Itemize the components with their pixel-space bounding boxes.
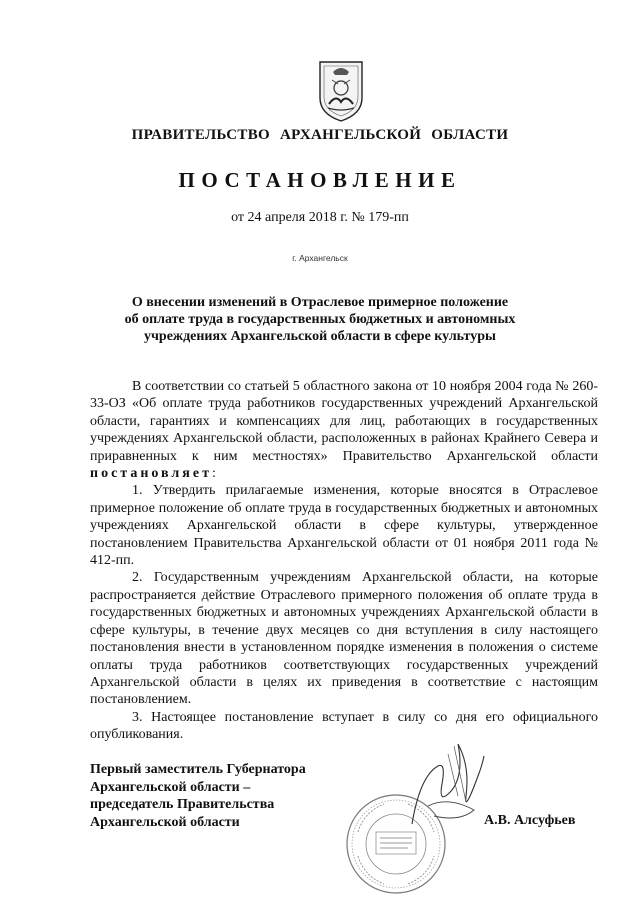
position-line: Архангельской области xyxy=(90,814,240,830)
document-type-heading: ПОСТАНОВЛЕНИЕ xyxy=(178,168,462,192)
item-paragraph-2: 2. Государственным учреждениям Архангельской области, на которые распространяется действие Отраслевого примерного положения об оплате труда в государственных бюджетных и автономных учреждениях Архангельской области в сфере культуры, в течение двух месяцев со дня вступления в силу настоящего постановления внести в установленном порядке изменения в положения о системе оплаты труда работников соответствующих государственных учреждений Архангельской области в целях их приведения в соответствие с настоящим постановлением. xyxy=(90,570,598,708)
signatory-name: А.В. Алсуфьев xyxy=(484,813,576,828)
item-paragraph-3: 3. Настоящее постановление вступает в силу со дня его официального опубликования. xyxy=(90,709,598,743)
title-line: О внесении изменений в Отраслевое примерное положение xyxy=(131,295,509,310)
title-line: учреждениях Архангельской области в сфере культуры xyxy=(144,329,496,344)
position-line: Архангельской области – xyxy=(90,779,251,795)
resolves-word: постановляет xyxy=(90,466,212,482)
position-line: Первый заместитель Губернатора xyxy=(90,762,306,777)
handwritten-signature-icon xyxy=(408,736,488,836)
document-date-number: от 24 апреля 2018 г. № 179-пп xyxy=(231,210,409,225)
resolves-suffix: : xyxy=(211,466,216,482)
signatory-position xyxy=(90,761,306,831)
government-heading: ПРАВИТЕЛЬСТВО АРХАНГЕЛЬСКОЙ ОБЛАСТИ xyxy=(131,127,509,143)
preamble-paragraph xyxy=(90,378,598,482)
document-body xyxy=(90,378,598,744)
position-line: председатель Правительства xyxy=(90,797,275,812)
coat-of-arms-icon xyxy=(316,58,366,124)
item-paragraph-1: 1. Утвердить прилагаемые изменения, которые вносятся в Отраслевое примерное положение об оплате труда в государственных бюджетных и автономных учреждениях Архангельской области в сфере культуры, утвержденное постановлением Правительства Архангельской области от 01 ноября 2011 года № 412-пп. xyxy=(90,483,598,569)
preamble-text: В соответствии со статьей 5 областного закона от 10 ноября 2004 года № 260-33-ОЗ «Об оплате труда работников государственных учреждений Архангельской области, гарантиях и компенсациях для лиц, работающих в государственных учреждениях Архангельской области, расположенных в районах Крайнего Севера и приравненных к ним местностях» Правительство Архангельской области xyxy=(90,379,598,464)
title-line: об оплате труда в государственных бюджетных и автономных xyxy=(124,312,516,327)
document-city: г. Архангельск xyxy=(292,253,348,263)
document-title xyxy=(90,294,550,345)
